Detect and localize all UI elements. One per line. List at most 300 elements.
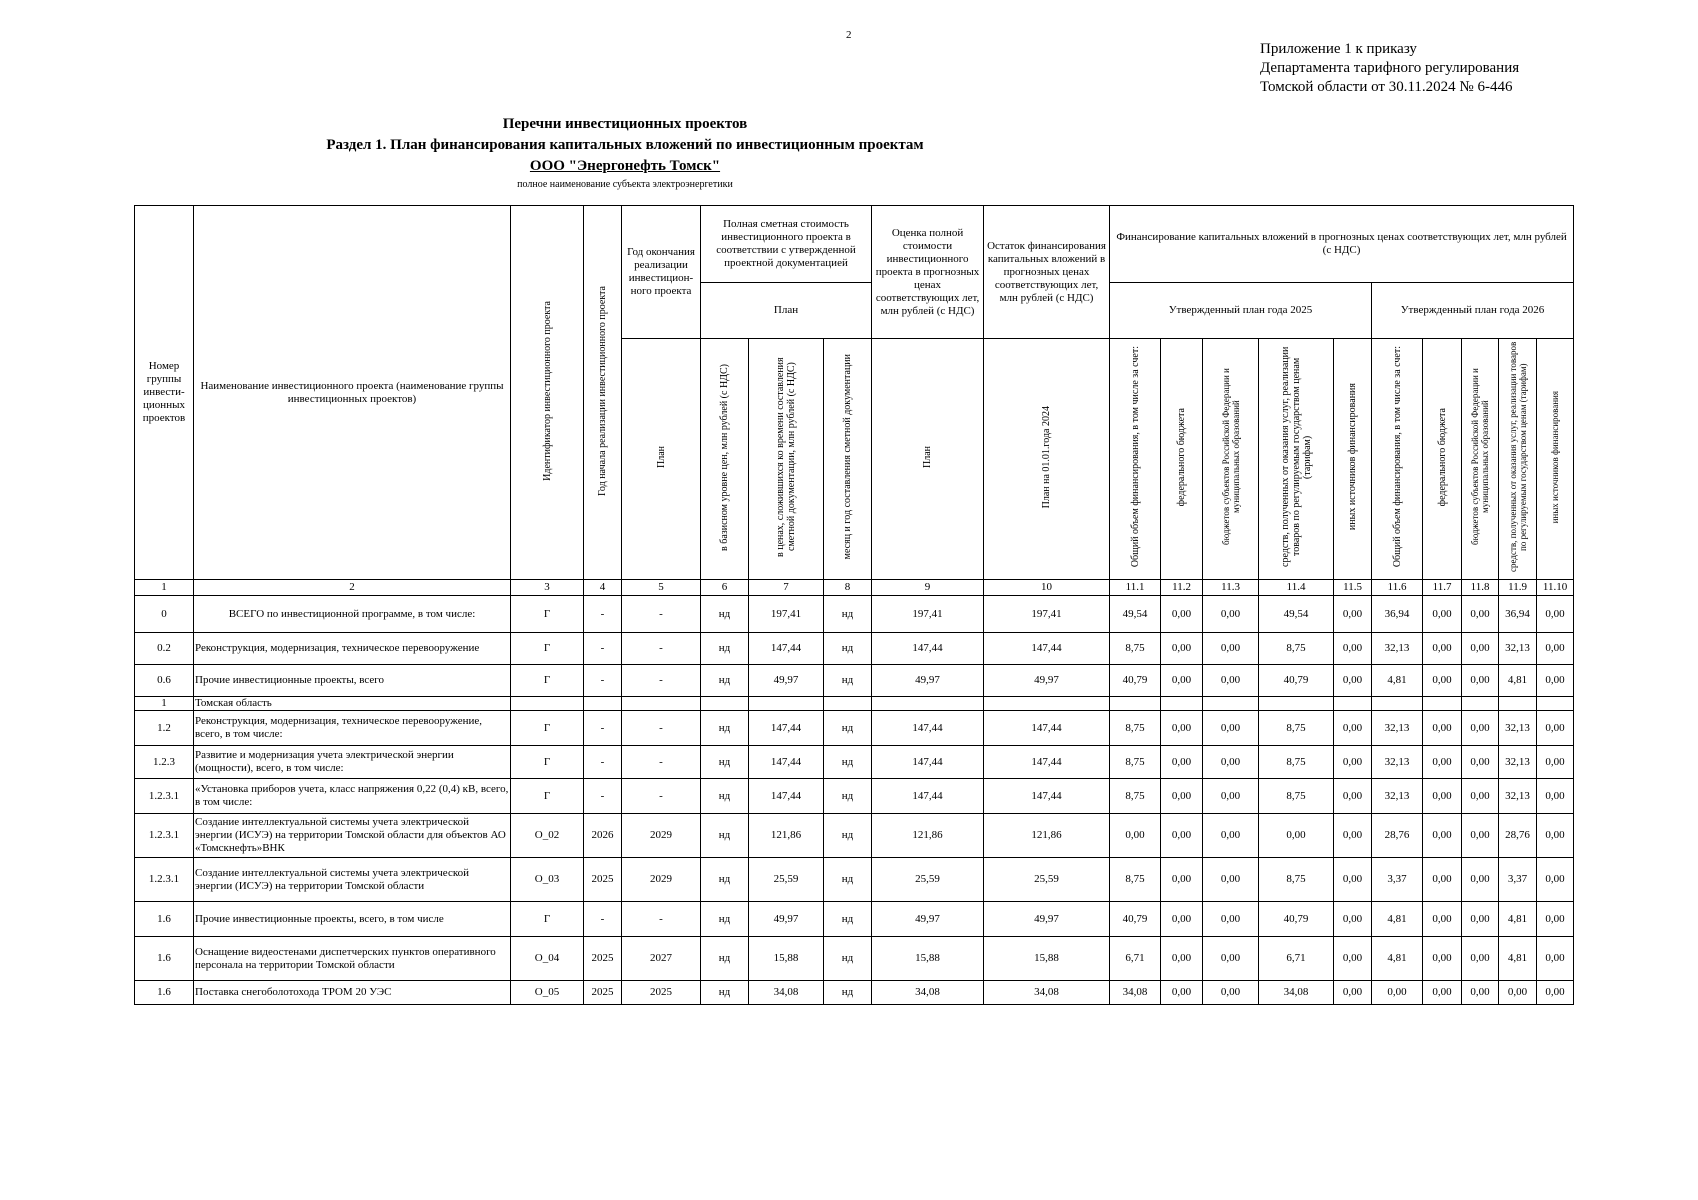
table-cell: 36,94 <box>1372 596 1423 633</box>
table-cell: 40,79 <box>1110 902 1161 937</box>
column-number: 11.1 <box>1110 580 1161 596</box>
header-estimate: Оценка полной стоимости инвестиционного проекта в прогнозных ценах соответствующих лет, млн рублей (с НДС) <box>872 206 984 339</box>
table-cell: 32,13 <box>1372 633 1423 665</box>
table-cell: О_05 <box>511 981 584 1005</box>
table-cell: 0,00 <box>1462 858 1499 902</box>
table-cell: 121,86 <box>749 814 824 858</box>
header-regional-2026-label: бюджетов субъектов Российской Федерации и муниципальных образований <box>1470 368 1491 546</box>
table-cell: нд <box>701 858 749 902</box>
table-cell <box>1161 697 1203 711</box>
header-base-price-label: в базисном уровне цен, млн рублей (с НДС) <box>719 363 730 551</box>
document-title: Перечни инвестиционных проектов <box>502 116 748 132</box>
table-cell: 0,00 <box>1334 665 1372 697</box>
table-cell: нд <box>824 711 872 746</box>
table-cell: нд <box>701 814 749 858</box>
header-name: Наименование инвестиционного проекта (наименование группы инвестиционных проектов) <box>194 206 511 580</box>
column-number: 11.7 <box>1423 580 1462 596</box>
table-cell: 147,44 <box>872 711 984 746</box>
table-cell: 34,08 <box>984 981 1110 1005</box>
table-cell: 1 <box>135 697 194 711</box>
table-cell: 40,79 <box>1110 665 1161 697</box>
table-cell <box>1499 697 1537 711</box>
column-number: 6 <box>701 580 749 596</box>
table-cell: 0,00 <box>1334 858 1372 902</box>
table-cell: Г <box>511 665 584 697</box>
project-name-cell: Создание интеллектуальной системы учета электрической энергии (ИСУЭ) на территории Томской области для объектов АО «Томскнефть»ВНК <box>194 814 511 858</box>
column-numbers-row <box>135 580 1574 596</box>
table-cell: 0,00 <box>1462 981 1499 1005</box>
table-cell: 0,00 <box>1537 665 1574 697</box>
table-cell: 32,13 <box>1372 711 1423 746</box>
header-month-year <box>824 339 872 580</box>
table-cell: 15,88 <box>872 937 984 981</box>
header-other-2026 <box>1537 339 1574 580</box>
table-cell: 3,37 <box>1372 858 1423 902</box>
header-total-2025-label: Общий объем финансирования, в том числе за счет: <box>1129 346 1141 568</box>
table-cell: 147,44 <box>984 633 1110 665</box>
header-approved-2026: Утвержденный план года 2026 <box>1372 283 1574 339</box>
header-regional-2026 <box>1462 339 1499 580</box>
table-cell: 0,00 <box>1161 665 1203 697</box>
table-cell: 1.2.3 <box>135 746 194 779</box>
table-cell: 2029 <box>622 814 701 858</box>
table-cell: 0,00 <box>1161 596 1203 633</box>
table-cell: Г <box>511 633 584 665</box>
table-cell: - <box>584 596 622 633</box>
table-cell: нд <box>824 902 872 937</box>
table-cell: 4,81 <box>1499 937 1537 981</box>
table-cell: 0,00 <box>1462 665 1499 697</box>
table-row <box>135 665 1574 697</box>
table-cell: 36,94 <box>1499 596 1537 633</box>
table-cell: нд <box>824 779 872 814</box>
table-cell: 15,88 <box>749 937 824 981</box>
header-identifier <box>511 206 584 580</box>
table-cell: 0,00 <box>1423 779 1462 814</box>
table-cell: нд <box>824 746 872 779</box>
table-cell: 25,59 <box>984 858 1110 902</box>
table-cell: 0,00 <box>1334 746 1372 779</box>
table-cell: 0,00 <box>1161 814 1203 858</box>
table-cell: нд <box>701 596 749 633</box>
header-regional-2025-label: бюджетов субъектов Российской Федерации и муниципальных образований <box>1220 368 1241 546</box>
table-cell: нд <box>824 981 872 1005</box>
table-cell: нд <box>701 665 749 697</box>
table-cell <box>1110 697 1161 711</box>
table-cell: 34,08 <box>749 981 824 1005</box>
table-cell: 0,00 <box>1203 902 1259 937</box>
table-cell: 0,00 <box>1537 779 1574 814</box>
table-cell: 0,00 <box>1537 937 1574 981</box>
header-current-price <box>749 339 824 580</box>
table-cell: 0,00 <box>1203 711 1259 746</box>
table-cell: 4,81 <box>1499 902 1537 937</box>
table-cell <box>622 697 701 711</box>
header-tariffs-2026 <box>1499 339 1537 580</box>
header-plan-0101-label: План на 01.01.года 2024 <box>1041 405 1053 509</box>
table-cell: 49,97 <box>749 902 824 937</box>
table-cell: 0.2 <box>135 633 194 665</box>
table-cell: О_02 <box>511 814 584 858</box>
header-plan-5-label: План <box>655 445 667 468</box>
header-approved-2025: Утвержденный план года 2025 <box>1110 283 1372 339</box>
table-cell: 2025 <box>584 981 622 1005</box>
table-cell: 0,00 <box>1203 665 1259 697</box>
header-financing: Финансирование капитальных вложений в прогнозных ценах соответствующих лет, млн рублей (с НДС) <box>1110 206 1574 283</box>
table-cell <box>1423 697 1462 711</box>
header-start-year-label: Год начала реализации инвестиционного проекта <box>597 285 608 496</box>
table-cell <box>701 697 749 711</box>
table-row <box>135 746 1574 779</box>
table-cell: 49,97 <box>749 665 824 697</box>
table-row <box>135 633 1574 665</box>
table-cell: нд <box>701 937 749 981</box>
header-federal-2026 <box>1423 339 1462 580</box>
header-full-cost: Полная сметная стоимость инвестиционного проекта в соответствии с утвержденной проектной документацией <box>701 206 872 283</box>
table-cell: 4,81 <box>1372 937 1423 981</box>
column-number: 11.6 <box>1372 580 1423 596</box>
table-cell: 0,00 <box>1203 779 1259 814</box>
header-plan-9-label: План <box>922 445 934 468</box>
table-cell: 0,00 <box>1161 902 1203 937</box>
table-cell: 0,00 <box>1259 814 1334 858</box>
column-number: 11.5 <box>1334 580 1372 596</box>
column-number: 11.4 <box>1259 580 1334 596</box>
table-cell: Г <box>511 596 584 633</box>
table-cell: 0,00 <box>1203 858 1259 902</box>
table-cell: 1.2.3.1 <box>135 779 194 814</box>
column-number: 11.8 <box>1462 580 1499 596</box>
table-cell: 147,44 <box>984 711 1110 746</box>
table-cell: 2027 <box>622 937 701 981</box>
table-cell: 0,00 <box>1462 779 1499 814</box>
table-cell: 34,08 <box>1110 981 1161 1005</box>
table-cell: 0,00 <box>1161 779 1203 814</box>
table-cell <box>749 697 824 711</box>
table-cell: 0,00 <box>1423 858 1462 902</box>
table-cell: 2025 <box>584 858 622 902</box>
header-federal-2025-label: федерального бюджета <box>1176 407 1188 507</box>
table-cell: 0,00 <box>1423 711 1462 746</box>
table-cell <box>872 697 984 711</box>
table-cell: 0,00 <box>1203 814 1259 858</box>
table-cell: Г <box>511 711 584 746</box>
table-cell: нд <box>824 814 872 858</box>
table-cell: - <box>584 779 622 814</box>
company-caption: полное наименование субъекта электроэнергетики <box>517 179 733 190</box>
table-cell: 32,13 <box>1499 779 1537 814</box>
table-cell: 8,75 <box>1110 746 1161 779</box>
table-cell: 0,00 <box>1334 902 1372 937</box>
project-name-cell: Поставка снегоболотохода ТРОМ 20 УЭС <box>194 981 511 1005</box>
table-cell: 2025 <box>584 937 622 981</box>
table-cell: 0,00 <box>1203 633 1259 665</box>
table-cell <box>1462 697 1499 711</box>
table-cell: - <box>584 746 622 779</box>
table-cell: 4,81 <box>1372 902 1423 937</box>
table-cell <box>1334 697 1372 711</box>
table-cell: 0,00 <box>1372 981 1423 1005</box>
project-name-cell: Создание интеллектуальной системы учета электрической энергии (ИСУЭ) на территории Томской области <box>194 858 511 902</box>
table-cell: 0,00 <box>1423 937 1462 981</box>
table-cell: О_04 <box>511 937 584 981</box>
table-cell: 49,54 <box>1259 596 1334 633</box>
table-cell: - <box>584 711 622 746</box>
appendix-line: Приложение 1 к приказу <box>1260 41 1417 57</box>
table-cell: - <box>622 633 701 665</box>
table-cell: 2025 <box>622 981 701 1005</box>
table-cell: - <box>622 902 701 937</box>
header-tariffs-2025-label: средств, полученных от оказания услуг, реализации товаров по регулируемым государством ценам (тарифам) <box>1279 346 1313 568</box>
table-cell: 8,75 <box>1110 858 1161 902</box>
table-cell <box>1372 697 1423 711</box>
table-cell: 0,00 <box>1537 981 1574 1005</box>
table-cell: 1.6 <box>135 902 194 937</box>
table-cell: О_03 <box>511 858 584 902</box>
header-current-price-label: в ценах, сложившихся ко времени составления сметной документации, млн рублей (с НДС) <box>775 357 797 557</box>
table-cell: 15,88 <box>984 937 1110 981</box>
header-identifier-label: Идентификатор инвестиционного проекта <box>541 300 553 481</box>
table-cell: 197,41 <box>749 596 824 633</box>
table-cell: 49,97 <box>984 665 1110 697</box>
table-cell: - <box>622 711 701 746</box>
table-cell: Г <box>511 902 584 937</box>
table-cell: 0 <box>135 596 194 633</box>
table-cell: нд <box>701 981 749 1005</box>
table-cell: - <box>622 746 701 779</box>
table-cell <box>584 697 622 711</box>
table-body <box>135 580 1574 1005</box>
table-cell: 147,44 <box>749 633 824 665</box>
header-total-2026-label: Общий объем финансирования, в том числе за счет: <box>1391 346 1403 568</box>
table-cell: 147,44 <box>872 746 984 779</box>
table-cell: 32,13 <box>1499 746 1537 779</box>
table-cell: 2026 <box>584 814 622 858</box>
table-cell: 0,00 <box>1161 937 1203 981</box>
page-number: 2 <box>846 29 852 41</box>
column-number: 7 <box>749 580 824 596</box>
table-cell: 121,86 <box>872 814 984 858</box>
table-cell: нд <box>824 858 872 902</box>
table-cell: нд <box>701 711 749 746</box>
table-cell <box>1537 697 1574 711</box>
table-cell <box>824 697 872 711</box>
table-cell: 0,00 <box>1203 981 1259 1005</box>
column-number: 3 <box>511 580 584 596</box>
table-cell: 0,00 <box>1462 814 1499 858</box>
table-cell: 28,76 <box>1372 814 1423 858</box>
table-cell: 32,13 <box>1372 746 1423 779</box>
table-row <box>135 937 1574 981</box>
table-row <box>135 814 1574 858</box>
table-cell: 49,54 <box>1110 596 1161 633</box>
table-cell: - <box>622 665 701 697</box>
table-cell: 147,44 <box>749 746 824 779</box>
table-cell: 34,08 <box>872 981 984 1005</box>
table-cell: 6,71 <box>1110 937 1161 981</box>
column-number: 11.9 <box>1499 580 1537 596</box>
header-regional-2025 <box>1203 339 1259 580</box>
company-name: ООО "Энергонефть Томск" <box>529 158 721 174</box>
table-cell: нд <box>824 633 872 665</box>
header-other-2026-label: иных источников финансирования <box>1550 390 1561 524</box>
table-cell: 0,00 <box>1462 902 1499 937</box>
table-cell: 49,97 <box>984 902 1110 937</box>
table-cell: 0,00 <box>1423 665 1462 697</box>
table-cell: 34,08 <box>1259 981 1334 1005</box>
table-cell: 0,00 <box>1334 711 1372 746</box>
project-name-cell: ВСЕГО по инвестиционной программе, в том числе: <box>194 596 511 633</box>
table-cell: 0,00 <box>1423 902 1462 937</box>
table-cell: 0,00 <box>1537 814 1574 858</box>
table-cell: 0,00 <box>1423 746 1462 779</box>
project-name-cell: Реконструкция, модернизация, техническое перевооружение <box>194 633 511 665</box>
table-row <box>135 711 1574 746</box>
table-cell: 8,75 <box>1259 746 1334 779</box>
table-cell: 197,41 <box>872 596 984 633</box>
table-cell: 0,00 <box>1203 937 1259 981</box>
table-cell: 0,00 <box>1462 596 1499 633</box>
table-cell: 0,00 <box>1537 711 1574 746</box>
table-cell: 28,76 <box>1499 814 1537 858</box>
table-cell: 121,86 <box>984 814 1110 858</box>
table-cell: 0,00 <box>1423 596 1462 633</box>
header-tariffs-2026-label: средств, полученных от оказания услуг, реализации товаров по регулируемым государством ценам (тарифам) <box>1507 341 1528 573</box>
header-remaining: Остаток финансирования капитальных вложений в прогнозных ценах соответствующих лет, млн рублей (с НДС) <box>984 206 1110 339</box>
table-cell: 0,00 <box>1462 711 1499 746</box>
table-cell: 0,00 <box>1537 596 1574 633</box>
header-federal-2025 <box>1161 339 1203 580</box>
header-federal-2026-label: федерального бюджета <box>1436 407 1448 507</box>
table-cell: 0,00 <box>1537 902 1574 937</box>
column-number: 11.2 <box>1161 580 1203 596</box>
table-cell: 8,75 <box>1110 633 1161 665</box>
header-plan: План <box>701 283 872 339</box>
column-number: 1 <box>135 580 194 596</box>
table-cell: Г <box>511 746 584 779</box>
table-cell: нд <box>824 596 872 633</box>
table-cell: 0.6 <box>135 665 194 697</box>
appendix-line: Департамента тарифного регулирования <box>1260 60 1520 76</box>
table-cell: 1.2.3.1 <box>135 814 194 858</box>
table-cell: 8,75 <box>1259 633 1334 665</box>
table-cell: 1.6 <box>135 937 194 981</box>
table-cell: 0,00 <box>1161 633 1203 665</box>
column-number: 10 <box>984 580 1110 596</box>
document-titles <box>0 114 1250 193</box>
table-cell: 3,37 <box>1499 858 1537 902</box>
table-cell: 2029 <box>622 858 701 902</box>
table-cell: нд <box>824 937 872 981</box>
table-cell <box>984 697 1110 711</box>
table-cell: 0,00 <box>1161 981 1203 1005</box>
header-plan-5 <box>622 339 701 580</box>
table-cell: нд <box>701 746 749 779</box>
table-cell: 25,59 <box>872 858 984 902</box>
table-cell: - <box>584 665 622 697</box>
table-row <box>135 902 1574 937</box>
project-name-cell: Оснащение видеостенами диспетчерских пунктов оперативного персонала на территории Томской области <box>194 937 511 981</box>
table-cell: 0,00 <box>1423 981 1462 1005</box>
table-cell: 0,00 <box>1537 746 1574 779</box>
table-cell: 0,00 <box>1334 937 1372 981</box>
table-cell: 4,81 <box>1499 665 1537 697</box>
table-cell <box>1203 697 1259 711</box>
column-number: 2 <box>194 580 511 596</box>
table-cell: 6,71 <box>1259 937 1334 981</box>
table-cell: 40,79 <box>1259 902 1334 937</box>
table-cell: нд <box>701 633 749 665</box>
table-cell: 0,00 <box>1110 814 1161 858</box>
project-name-cell: Развитие и модернизация учета электрической энергии (мощности), всего, в том числе: <box>194 746 511 779</box>
column-number: 4 <box>584 580 622 596</box>
table-cell: 0,00 <box>1423 633 1462 665</box>
table-row <box>135 981 1574 1005</box>
table-cell <box>511 697 584 711</box>
table-cell: 49,97 <box>872 665 984 697</box>
project-name-cell: Прочие инвестиционные проекты, всего <box>194 665 511 697</box>
header-total-2026 <box>1372 339 1423 580</box>
table-cell: - <box>584 902 622 937</box>
table-cell: 0,00 <box>1203 746 1259 779</box>
table-cell <box>1259 697 1334 711</box>
table-cell: 32,13 <box>1499 633 1537 665</box>
header-end-year: Год окончания реализации инвестицион-ного проекта <box>622 206 701 339</box>
header-other-2025 <box>1334 339 1372 580</box>
table-cell: 0,00 <box>1334 779 1372 814</box>
table-row <box>135 697 1574 711</box>
column-number: 5 <box>622 580 701 596</box>
table-cell: 147,44 <box>872 633 984 665</box>
header-plan-9 <box>872 339 984 580</box>
column-number: 11.3 <box>1203 580 1259 596</box>
table-cell: 0,00 <box>1423 814 1462 858</box>
table-cell: 8,75 <box>1259 779 1334 814</box>
table-cell: 147,44 <box>749 779 824 814</box>
table-cell: нд <box>701 902 749 937</box>
table-cell: 0,00 <box>1537 858 1574 902</box>
column-number: 11.10 <box>1537 580 1574 596</box>
table-cell: 32,13 <box>1372 779 1423 814</box>
table-cell: 0,00 <box>1203 596 1259 633</box>
table-cell: 0,00 <box>1334 596 1372 633</box>
table-cell: 8,75 <box>1259 858 1334 902</box>
table-cell: 0,00 <box>1334 981 1372 1005</box>
table-cell: нд <box>701 779 749 814</box>
table-cell: - <box>622 779 701 814</box>
project-name-cell: Томская область <box>194 697 511 711</box>
table-cell: 8,75 <box>1110 779 1161 814</box>
column-number: 9 <box>872 580 984 596</box>
section-title: Раздел 1. План финансирования капитальных вложений по инвестиционным проектам <box>326 137 924 153</box>
appendix-note <box>1260 40 1519 97</box>
header-plan-0101 <box>984 339 1110 580</box>
header-base-price <box>701 339 749 580</box>
table-cell: 0,00 <box>1161 858 1203 902</box>
header-other-2025-label: иных источников финансирования <box>1347 383 1359 531</box>
table-cell: 0,00 <box>1161 711 1203 746</box>
table-cell: 32,13 <box>1499 711 1537 746</box>
table-row <box>135 858 1574 902</box>
table-cell: 147,44 <box>984 779 1110 814</box>
table-cell: 0,00 <box>1537 633 1574 665</box>
table-cell: 1.2 <box>135 711 194 746</box>
header-total-2025 <box>1110 339 1161 580</box>
table-cell: 0,00 <box>1462 633 1499 665</box>
column-number: 8 <box>824 580 872 596</box>
table-cell: 147,44 <box>872 779 984 814</box>
table-row <box>135 596 1574 633</box>
